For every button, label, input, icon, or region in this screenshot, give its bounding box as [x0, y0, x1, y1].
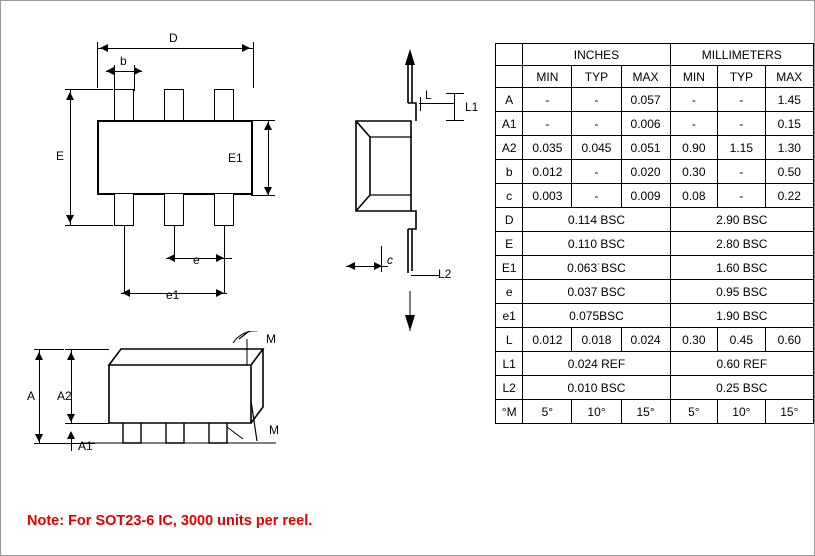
table-value-cell: - — [572, 160, 621, 184]
table-value-cell: 0.020 — [621, 160, 670, 184]
table-row — [496, 136, 814, 160]
dim-line-E — [70, 89, 71, 226]
table-value-cell: 5° — [523, 400, 572, 424]
table-value-cell: 0.024 REF — [523, 352, 670, 376]
table-value-cell: 0.006 — [621, 112, 670, 136]
table-symbol-header — [496, 44, 523, 66]
ext-line-E1-bottom — [251, 195, 275, 196]
reel-note: Note: For SOT23-6 IC, 3000 units per reel. — [27, 513, 313, 529]
table-symbol-cell: L2 — [496, 376, 523, 400]
arrow-D-left — [100, 44, 108, 52]
label-c: c — [387, 253, 393, 267]
arrow-E1-bottom — [264, 187, 272, 195]
table-value-cell: 0.110 BSC — [523, 232, 670, 256]
table-value-cell: 0.22 — [765, 184, 813, 208]
dim-line-L — [419, 103, 455, 104]
table-row — [496, 160, 814, 184]
table-value-cell: 5° — [670, 400, 718, 424]
table-symbol-cell: c — [496, 184, 523, 208]
dim-line-L1 — [454, 93, 455, 121]
table-value-cell: - — [572, 112, 621, 136]
ext-line-E-top — [65, 89, 113, 90]
arrow-E-top — [66, 92, 74, 100]
table-value-cell: 2.90 BSC — [670, 208, 813, 232]
ext-line-L-left — [420, 97, 421, 111]
table-value-cell: 0.003 — [523, 184, 572, 208]
table-symbol-cell: E — [496, 232, 523, 256]
lead-top-3 — [214, 89, 234, 122]
arrow-e1-right — [216, 289, 224, 297]
table-symbol-cell: L — [496, 328, 523, 352]
ext-line-e1-left — [124, 226, 125, 294]
table-value-cell: - — [718, 160, 766, 184]
label-A2: A2 — [57, 389, 72, 403]
table-value-cell: 0.037 BSC — [523, 280, 670, 304]
table-row — [496, 328, 814, 352]
table-value-cell: 0.063˙BSC — [523, 256, 670, 280]
table-value-cell: 10° — [572, 400, 621, 424]
table-value-cell: - — [718, 88, 766, 112]
table-value-cell: 0.15 — [765, 112, 813, 136]
label-M-side: M — [269, 423, 279, 437]
ext-line-A-top — [34, 349, 64, 350]
ext-line-E-bottom — [65, 225, 113, 226]
label-M-top: M — [266, 332, 276, 346]
table-symbol-cell: A2 — [496, 136, 523, 160]
arrow-A-bottom — [35, 434, 43, 442]
table-subheader-cell: TYP — [572, 66, 621, 88]
table-subheader-cell: MAX — [621, 66, 670, 88]
table-row — [496, 112, 814, 136]
dim-line-A2 — [71, 349, 72, 424]
table-value-cell: 1.30 — [765, 136, 813, 160]
dim-line-D — [97, 48, 253, 49]
dimension-table — [495, 43, 814, 424]
table-row — [496, 400, 814, 424]
table-value-cell: 15° — [765, 400, 813, 424]
arrow-c-right — [374, 262, 382, 270]
arrow-e-left — [167, 254, 175, 262]
table-value-cell: 0.45 — [718, 328, 766, 352]
label-E: E — [56, 149, 65, 163]
table-value-cell: 0.90 — [670, 136, 718, 160]
label-L: L — [425, 88, 432, 102]
lead-bottom-1 — [114, 193, 134, 226]
table-value-cell: 0.024 — [621, 328, 670, 352]
table-symbol-cell: °M — [496, 400, 523, 424]
table-header-minmax — [496, 66, 814, 88]
table-symbol-cell: D — [496, 208, 523, 232]
dim-line-E1 — [268, 120, 269, 196]
table-corner-cell — [496, 66, 523, 88]
table-symbol-cell: e1 — [496, 304, 523, 328]
table-row — [496, 256, 814, 280]
table-symbol-cell: b — [496, 160, 523, 184]
arrow-A-top — [35, 352, 43, 360]
arrow-e1-left — [122, 289, 130, 297]
label-A1: A1 — [78, 439, 93, 453]
table-row — [496, 280, 814, 304]
arrow-A1 — [67, 431, 75, 439]
ext-line-b-left — [114, 65, 115, 91]
label-L2: L2 — [438, 267, 452, 281]
label-e: e — [193, 253, 200, 267]
table-value-cell: 0.009 — [621, 184, 670, 208]
table-value-cell: 1.45 — [765, 88, 813, 112]
arrow-e-right — [216, 254, 224, 262]
table-value-cell: 0.30 — [670, 328, 718, 352]
label-A: A — [27, 389, 36, 403]
table-value-cell: - — [670, 112, 718, 136]
table-row — [496, 304, 814, 328]
ext-line-L1-top — [446, 93, 464, 94]
table-row — [496, 232, 814, 256]
table-value-cell: - — [523, 88, 572, 112]
arrow-D-right — [242, 44, 250, 52]
arrow-E-bottom — [66, 215, 74, 223]
table-value-cell: - — [572, 88, 621, 112]
table-subheader-cell: MAX — [765, 66, 813, 88]
table-value-cell: 0.075BSC — [523, 304, 670, 328]
table-row — [496, 352, 814, 376]
table-value-cell: 0.114 BSC — [523, 208, 670, 232]
table-subheader-cell: MIN — [670, 66, 718, 88]
arrow-b-left — [106, 67, 114, 75]
table-header-units — [496, 44, 814, 66]
table-value-cell: 1.60 BSC — [670, 256, 813, 280]
table-symbol-cell: A — [496, 88, 523, 112]
table-value-cell: - — [572, 184, 621, 208]
label-D: D — [169, 31, 178, 45]
table-value-cell: 0.012 — [523, 328, 572, 352]
table-unit-header: MILLIMETERS — [670, 44, 813, 66]
table-symbol-cell: e — [496, 280, 523, 304]
ext-line-E1-top — [251, 120, 275, 121]
front-view-profile — [61, 331, 311, 461]
arrow-E1-top — [264, 122, 272, 130]
table-value-cell: - — [523, 112, 572, 136]
table-row — [496, 88, 814, 112]
table-value-cell: 0.018 — [572, 328, 621, 352]
lead-top-2 — [164, 89, 184, 122]
label-E1: E1 — [228, 151, 243, 165]
table-value-cell: - — [718, 112, 766, 136]
table-value-cell: 0.08 — [670, 184, 718, 208]
ext-line-L1-bottom — [446, 120, 464, 121]
lead-bottom-3 — [214, 193, 234, 226]
ext-line-D-left — [97, 42, 98, 88]
table-row — [496, 208, 814, 232]
table-unit-header: INCHES — [523, 44, 670, 66]
table-row — [496, 184, 814, 208]
table-value-cell: 0.051 — [621, 136, 670, 160]
table-subheader-cell: MIN — [523, 66, 572, 88]
table-symbol-cell: E1 — [496, 256, 523, 280]
table-value-cell: 0.045 — [572, 136, 621, 160]
table-symbol-cell: L1 — [496, 352, 523, 376]
table-value-cell: - — [670, 88, 718, 112]
label-L1: L1 — [465, 100, 479, 114]
table-value-cell: 0.25 BSC — [670, 376, 813, 400]
ext-line-e-right — [224, 226, 225, 259]
table-value-cell: 0.60 REF — [670, 352, 813, 376]
dim-line-A — [39, 349, 40, 444]
table-value-cell: 0.057 — [621, 88, 670, 112]
table-value-cell: 15° — [621, 400, 670, 424]
table-symbol-cell: A1 — [496, 112, 523, 136]
table-value-cell: 1.15 — [718, 136, 766, 160]
arrow-c-left — [347, 262, 355, 270]
table-subheader-cell: TYP — [718, 66, 766, 88]
arrow-A2-bottom — [67, 414, 75, 422]
table-value-cell: 2.80 BSC — [670, 232, 813, 256]
table-value-cell: 10° — [718, 400, 766, 424]
table-value-cell: 0.60 — [765, 328, 813, 352]
table-value-cell: 0.30 — [670, 160, 718, 184]
table-value-cell: 0.035 — [523, 136, 572, 160]
table-value-cell: 0.012 — [523, 160, 572, 184]
label-e1: e1 — [166, 288, 180, 302]
table-value-cell: 0.50 — [765, 160, 813, 184]
ext-line-D-right — [253, 42, 254, 88]
lead-bottom-2 — [164, 193, 184, 226]
table-row — [496, 376, 814, 400]
label-b: b — [120, 54, 127, 68]
table-value-cell: 0.95 BSC — [670, 280, 813, 304]
lead-top-1 — [114, 89, 134, 122]
ext-line-A2-top — [65, 349, 109, 350]
arrow-A2-top — [67, 352, 75, 360]
table-value-cell: 1.90 BSC — [670, 304, 813, 328]
table-value-cell: 0.010 BSC — [523, 376, 670, 400]
arrow-b-right — [134, 67, 142, 75]
leader-line-L2 — [411, 275, 439, 276]
ext-line-e1-right — [224, 259, 225, 294]
table-value-cell: - — [718, 184, 766, 208]
ext-line-A2-bottom — [65, 423, 109, 424]
